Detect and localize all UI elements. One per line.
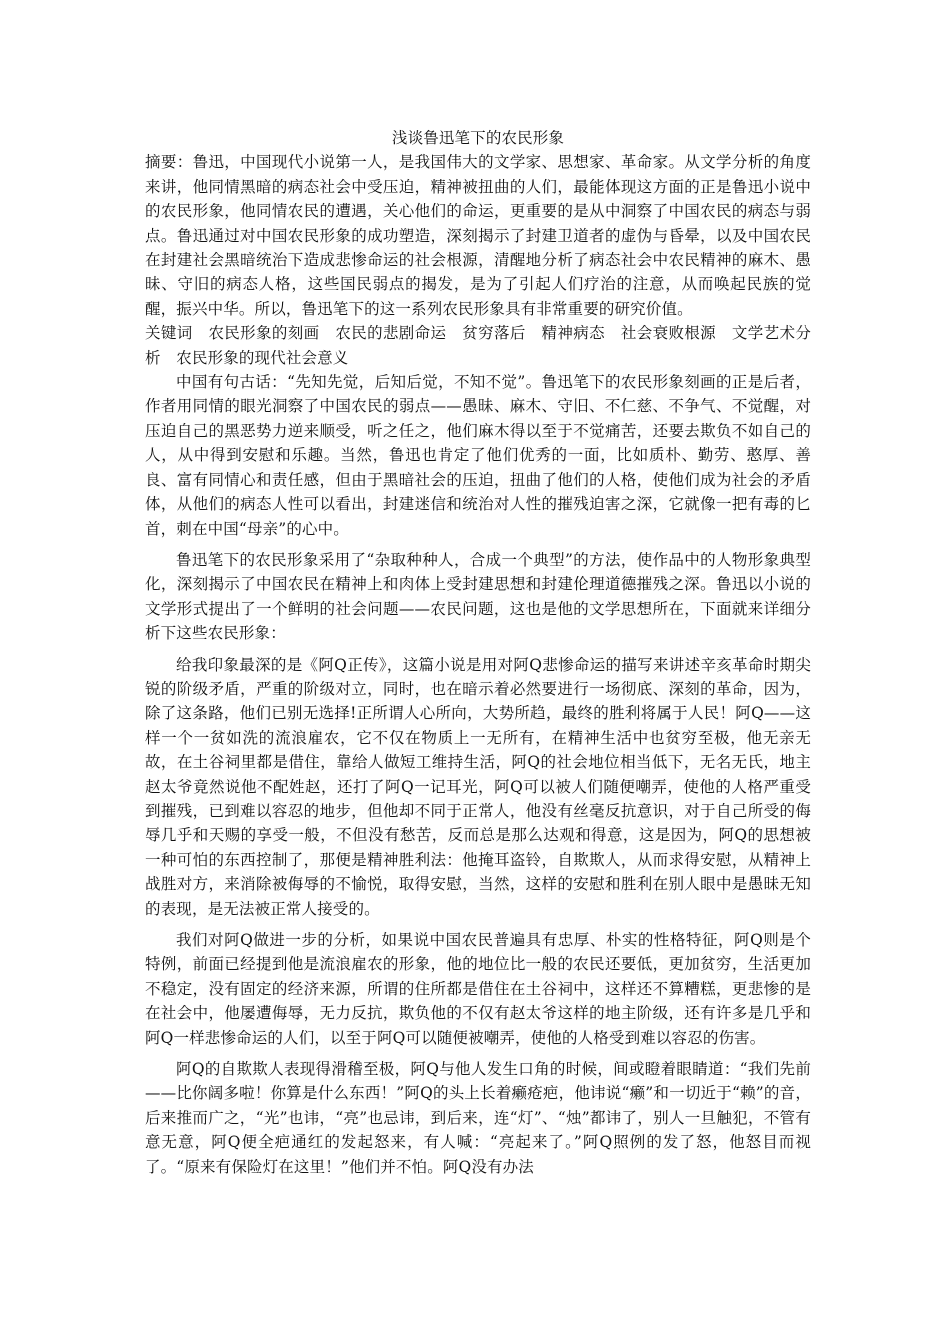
paragraph: 阿Q的自欺欺人表现得滑稽至极，阿Q与他人发生口角的时候，间或瞪着眼睛道：“我们先前——比你阔多啦！你算是什么东西！”阿Q的头上长着癞疮疤，他讳说“癞”和一切近于“赖”的音，后来推而广之，“光”也讳，“亮”也忌讳，到后来，连“灯”、“烛”都讳了，别人一旦触犯，不管有意无意，阿Q便全疤通红的发起怒来，有人喊：“亮起来了。”阿Q照例的发了怒，他怒目而视了。“原来有保险灯在这里！”他们并不怕。阿Q没有办法 [145,1060,811,1176]
paragraph: 给我印象最深的是《阿Q正传》，这篇小说是用对阿Q悲惨命运的描写来讲述辛亥革命时期尖锐的阶级矛盾，严重的阶级对立，同时，也在暗示着必然要进行一场彻底、深刻的革命，因为，除了这条路，他们已别无选择!正所谓人心所向，大势所趋，最终的胜利将属于人民！阿Q——这样一个一贫如洗的流浪雇农，它不仅在物质上一无所有，在精神生活中也贫穷至极，他无亲无故，在土谷祠里都是借住，靠给人做短工维持生活，阿Q的社会地位相当低下，无名无氏，地主赵太爷竟然说他不配姓赵，还打了阿Q一记耳光，阿Q可以被人们随便嘲弄，使他的人格严重受到摧残，已到难以容忍的地步，但他却不同于正常人，他没有丝毫反抗意识，对于自己所受的侮辱几乎和天赐的享受一般，不但没有愁苦，反而总是那么达观和得意，这是因为，阿Q的思想被一种可怕的东西控制了，那便是精神胜利法：他掩耳盗铃，自欺欺人，从而求得安慰，从精神上战胜对方，来消除被侮辱的不愉悦，取得安慰，当然，这样的安慰和胜利在别人眼中是愚昧无知的表现，是无法被正常人接受的。 [145,655,811,918]
abstract: 摘要：鲁迅，中国现代小说第一人，是我国伟大的文学家、思想家、革命家。从文学分析的角度来讲，他同情黑暗的病态社会中受压迫，精神被扭曲的人们，最能体现这方面的正是鲁迅小说中的农民形象，他同情农民的遭遇，关心他们的命运，更重要的是从中洞察了中国农民的病态与弱点。鲁迅通过对中国农民形象的成功塑造，深刻揭示了封建卫道者的虚伪与昏晕，以及中国农民在封建社会黑暗统治下造成悲惨命运的社会根源，清醒地分析了病态社会中农民精神的麻木、愚昧、守旧的病态人格，这些国民弱点的揭发，是为了引起人们疗治的注意，从而唤起民族的觉醒，振兴中华。所以，鲁迅笔下的这一系列农民形象具有非常重要的研究价值。 [145,153,811,318]
paragraph: 我们对阿Q做进一步的分析，如果说中国农民普遍具有忠厚、朴实的性格特征，阿Q则是个特例，前面已经提到他是流浪雇农的形象，他的地位比一般的农民还要低，更加贫穷，生活更加不稳定，没有固定的经济来源，所谓的住所都是借住在土谷祠中，这样还不算糟糕，更悲惨的是在社会中，他屡遭侮辱，无力反抗，欺负他的不仅有赵太爷这样的地主阶级，还有许多是几乎和阿Q一样悲惨命运的人们，以至于阿Q可以随便被嘲弄，使他的人格受到难以容忍的伤害。 [145,931,811,1047]
paragraph: 中国有句古话：“先知先觉，后知后觉，不知不觉”。鲁迅笔下的农民形象刻画的正是后者，作者用同情的眼光洞察了中国农民的弱点——愚昧、麻木、守旧、不仁慈、不争气、不觉醒，对压迫自己的黑恶势力逆来顺受，听之任之，他们麻木得以至于不觉痛苦，还要去欺负不如自己的人，从中得到安慰和乐趣。当然，鲁迅也肯定了他们优秀的一面，比如质朴、勤劳、憨厚、善良、富有同情心和责任感，但由于黑暗社会的压迫，扭曲了他们的人格，使他们成为社会的矛盾体，从他们的病态人性可以看出，封建迷信和统治对人性的摧残迫害之深，它就像一把有毒的匕首，刺在中国“母亲”的心中。 [145,373,811,538]
paragraph: 鲁迅笔下的农民形象采用了“杂取种种人，合成一个典型”的方法，使作品中的人物形象典型化，深刻揭示了中国农民在精神上和肉体上受封建思想和封建伦理道德摧残之深。鲁迅以小说的文学形式提出了一个鲜明的社会问题——农民问题，这也是他的文学思想所在，下面就来详细分析下这些农民形象： [145,550,811,643]
document-title: 浅谈鲁迅笔下的农民形象 [391,129,565,147]
document-page [145,126,811,1179]
keywords: 关键词 农民形象的刻画 农民的悲剧命运 贫穷落后 精神病态 社会衰败根源 文学艺术分析 农民形象的现代社会意义 [145,324,811,367]
